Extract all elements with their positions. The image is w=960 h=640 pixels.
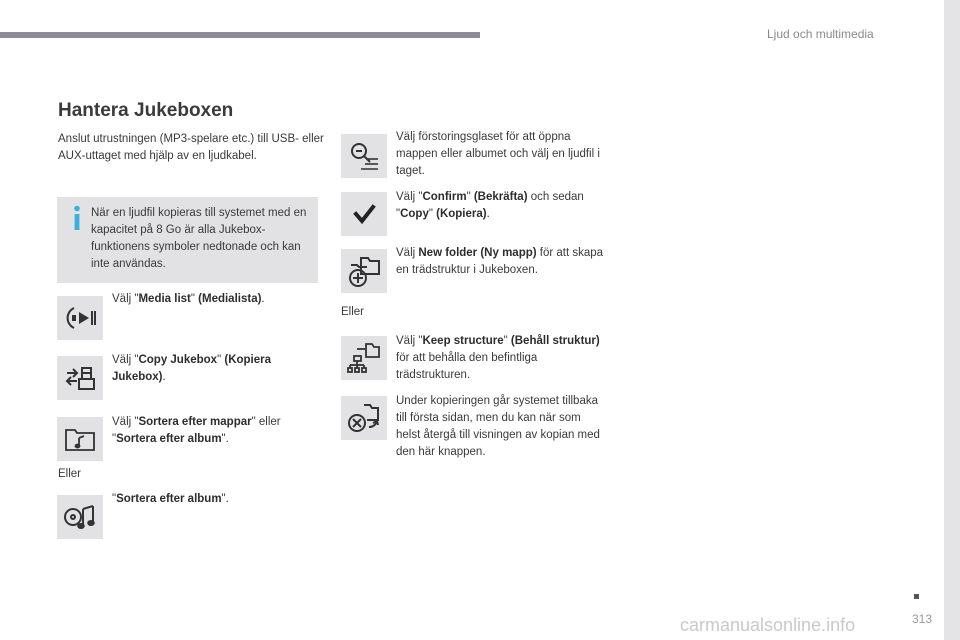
media-list-icon [63, 301, 97, 335]
folder-music-icon [63, 422, 97, 456]
magnifier-description: Välj förstoringsglaset för att öppna mappen eller albumet och välj en ljudfil i taget. [396, 131, 600, 177]
new-folder-description: Välj New folder (Ny mapp) för att skapa en trädstruktur i Jukeboxen. [396, 247, 604, 276]
checkmark-icon [347, 197, 381, 231]
folder-tree-icon [347, 341, 381, 375]
intro-text: Anslut utrustningen (MP3-spelare etc.) till USB- eller AUX-uttaget med hjälp av en ljudkabel. [58, 133, 324, 162]
new-folder-icon [347, 254, 381, 288]
copy-jukebox-description: Välj "Copy Jukebox" (Kopiera Jukebox). [112, 354, 272, 383]
album-music-icon [63, 500, 97, 534]
new-folder-button[interactable] [341, 249, 387, 293]
media-list-description: Välj "Media list" (Medialista). [112, 293, 265, 305]
confirm-description: Välj "Confirm" (Bekräfta) och sedan "Copy" (Kopiera). [396, 191, 584, 220]
page-number: 313 [912, 612, 933, 626]
copy-jukebox-button[interactable] [57, 356, 103, 400]
watermark: carmanualsonline.info [680, 615, 856, 635]
magnifier-list-icon [347, 139, 381, 173]
info-note-box [57, 197, 318, 283]
sort-by-folder-description: Välj "Sortera efter mappar" eller "Sortera efter album". [112, 416, 281, 445]
info-note-text: När en ljudfil kopieras till systemet med en kapacitet på 8 Go är alla Jukebox-funktionens symboler nedtonade och kan inte användas. [91, 207, 307, 270]
magnifier-button[interactable] [341, 134, 387, 178]
copy-progress-button[interactable] [341, 396, 387, 440]
keep-structure-button[interactable] [341, 336, 387, 380]
confirm-button[interactable] [341, 192, 387, 236]
copy-progress-description: Under kopieringen går systemet tillbaka till första sidan, men du kan när som helst återgå till visningen av kopian med den här knappen. [396, 395, 600, 458]
sort-by-album-button[interactable] [57, 495, 103, 539]
page-title: Hantera Jukeboxen [58, 100, 234, 121]
info-icon [71, 205, 83, 231]
media-list-button[interactable] [57, 296, 103, 340]
section-label: Ljud och multimedia [767, 27, 874, 41]
cancel-copy-icon [347, 401, 381, 435]
page-edge-strip [944, 0, 960, 640]
sort-by-album-description: "Sortera efter album". [112, 493, 229, 505]
or-label-right: Eller [341, 306, 365, 318]
or-label-left: Eller [58, 468, 82, 480]
sort-by-folder-button[interactable] [57, 417, 103, 461]
keep-structure-description: Välj "Keep structure" (Behåll struktur) för att behålla den befintliga trädstrukturen. [396, 335, 600, 381]
header-rule [0, 32, 480, 38]
page-end-marker [914, 594, 919, 599]
copy-jukebox-icon [63, 361, 97, 395]
